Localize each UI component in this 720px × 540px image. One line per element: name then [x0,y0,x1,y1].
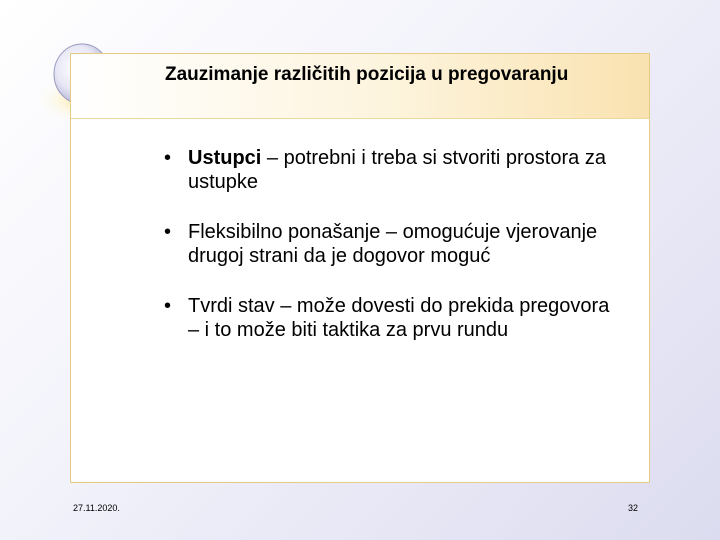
bullet-text: – potrebni i treba si stvoriti prostora za ustupke [188,147,606,193]
bullet-text: Fleksibilno ponašanje – omogućuje vjerovanje drugoj strani da je dogovor moguć [188,221,598,267]
bullet-item [160,146,620,194]
slide-title: Zauzimanje različitih pozicija u pregovaranju [165,64,569,85]
bullet-item [160,220,620,268]
bullet-item [160,294,620,342]
title-band [71,54,649,119]
footer-page-number: 32 [628,503,639,513]
bullet-text: Tvrdi stav – može dovesti do prekida pregovora – i to može biti taktika za prvu rundu [188,295,610,341]
bullet-marker: • [164,147,172,169]
footer-date: 27.11.2020. [73,503,120,513]
bullet-list [160,146,620,368]
bullet-marker: • [164,295,172,317]
bullet-marker: • [164,221,172,243]
bullet-bold-term: Ustupci [188,147,262,169]
